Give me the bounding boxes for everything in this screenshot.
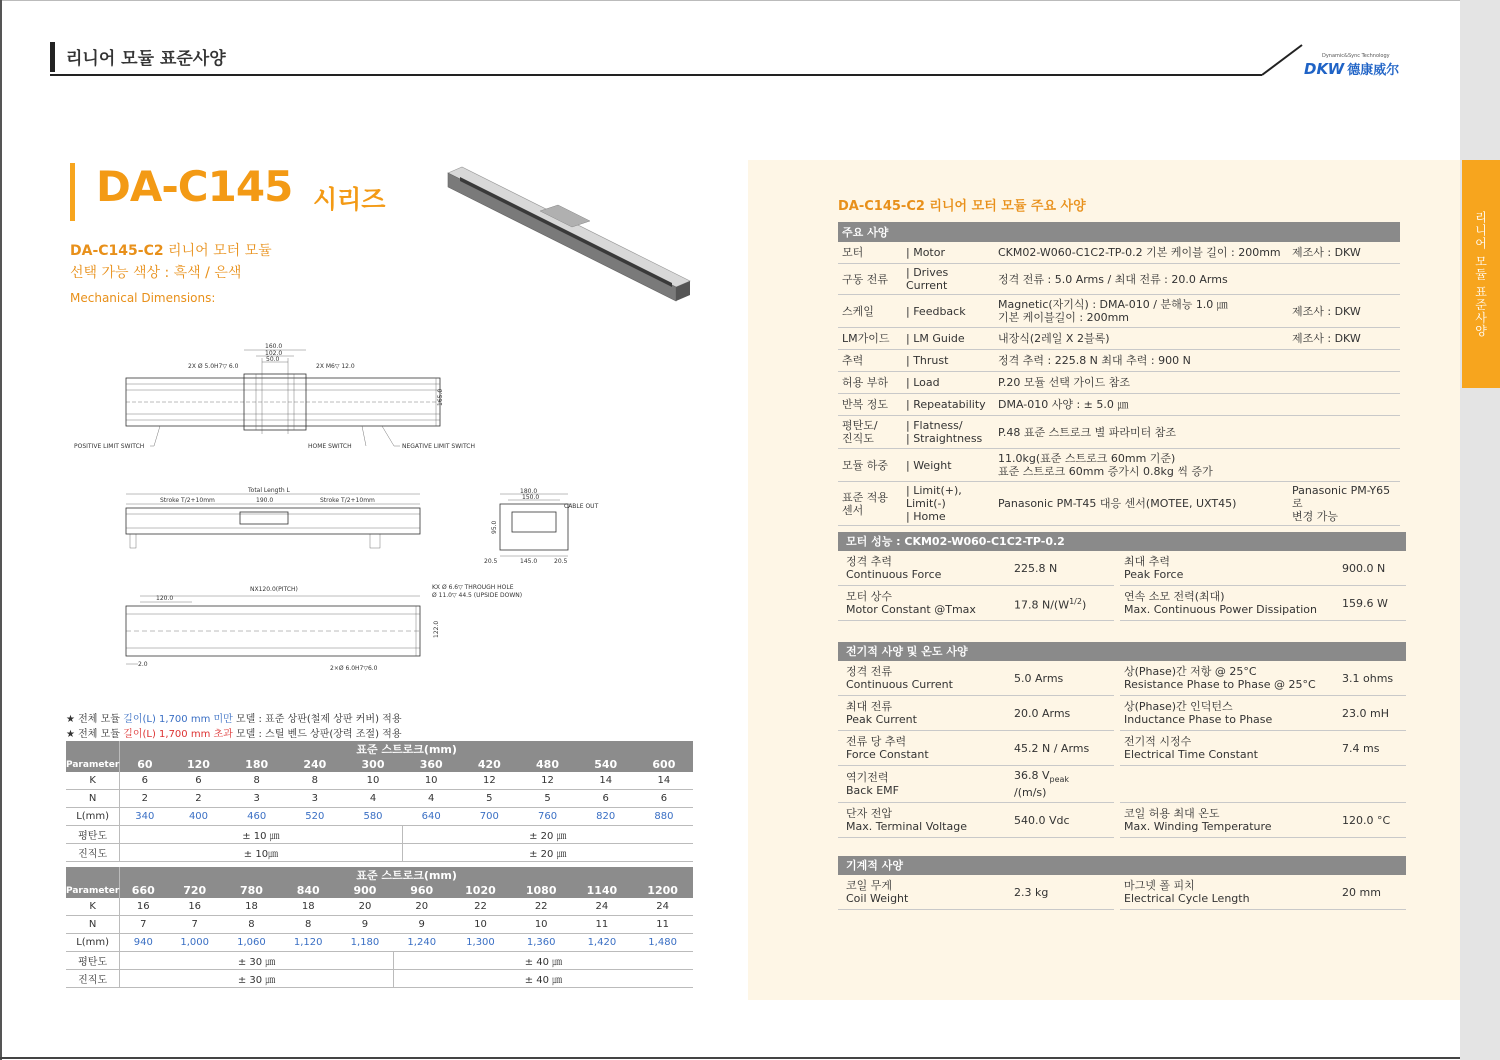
table-cell: ± 30 ㎛ [120,970,394,988]
dim-total-length: Total Length L [248,487,290,494]
table-cell: 1,120 [280,934,337,952]
subtitle-model: DA-C145-C2 [70,243,164,259]
stroke-cell: 540 [577,757,635,772]
table-cell: 460 [228,808,286,826]
spec-maker [1288,449,1400,482]
spec-value: CKM02-W060-C1C2-TP-0.2 기본 케이블 길이 : 200mm [994,242,1288,264]
page-left-border [0,0,2,1060]
spec-label-en: | Thrust [902,350,994,372]
spec-value: P.48 표준 스트로크 별 파라미터 참조 [994,416,1288,449]
table-cell: ± 30 ㎛ [120,952,394,970]
table-cell: 10 [402,772,460,790]
table-cell: 14 [635,772,693,790]
table-cell: 5 [518,790,576,808]
dim-150: 150.0 [522,494,540,501]
elec-label: 역기전력 Back EMF [838,766,1010,803]
dim-upside-down: Ø 11.0▽ 44.5 (UPSIDE DOWN) [432,592,523,599]
spec-maker [1288,264,1400,295]
table-cell: 1,000 [166,934,223,952]
spec-value: Panasonic PM-T45 대응 센서(MOTEE, UXT45) [994,482,1288,526]
spec-label-ko: 표준 적용 센서 [838,482,902,526]
mech-table [838,875,1406,910]
spec-row [838,372,1400,394]
dim-180: 180.0 [520,488,538,495]
table-cell: 640 [402,808,460,826]
param-header: Parameter [66,883,120,898]
label-home-switch: HOME SWITCH [308,443,352,450]
stroke-cell: 1200 [632,883,693,898]
main-spec-table [838,222,1400,526]
spec-maker [1288,394,1400,416]
table-cell: 8 [286,772,344,790]
logo-tagline: Dynamic&Sync Technology [1322,53,1390,59]
stroke-cell: 360 [402,757,460,772]
elec-row [838,731,1406,766]
spec-label-en: | Limit(+), Limit(-) | Home [902,482,994,526]
spec-label-en: | Drives Current [902,264,994,295]
motor-label: 모터 상수 Motor Constant @Tmax [838,586,1010,621]
table-cell: 1,480 [632,934,693,952]
product-image [440,163,692,303]
brand-logo [1304,53,1399,78]
spec-maker [1288,372,1400,394]
spec-value: 정격 전류 : 5.0 Arms / 최대 전류 : 20.0 Arms [994,264,1288,295]
table-cell: 2 [169,790,227,808]
spec-maker [1288,350,1400,372]
spec-label-ko: 모듈 하중 [838,449,902,482]
note-2-a: 전체 모듈 [74,729,124,740]
spec-value: Magnetic(자기식) : DMA-010 / 분해능 1.0 ㎛ 기본 케이블길이 : 200mm [994,295,1288,328]
motor-header: 모터 성능 : CKM02-W060-C1C2-TP-0.2 [838,532,1406,551]
table-cell: 7 [166,916,223,934]
row-label-n: N [66,790,120,808]
logo-chinese: 德康威尔 [1347,63,1400,78]
stroke-table-1 [66,741,693,862]
table-cell: 10 [450,916,511,934]
color-options: 선택 가능 색상 : 흑색 / 은색 [70,265,242,281]
mech-value: 20 mm [1338,875,1406,910]
spec-label-en: | Flatness/ | Straightness [902,416,994,449]
page-top-border [0,0,1460,1]
row-label-straightness: 진직도 [66,970,120,988]
table-cell: 580 [344,808,402,826]
spec-maker [1288,416,1400,449]
elec-label: 상(Phase)간 저항 @ 25°C Resistance Phase to Phase @ 25°C [1120,661,1338,696]
drawing-end-view [478,484,608,574]
note-1-b: 길이(L) 1,700 mm 미만 [123,714,233,725]
dim-through-hole: KX Ø 6.6▽ THROUGH HOLE [432,584,514,591]
table-cell: 10 [511,916,572,934]
table-cell: 700 [460,808,518,826]
motor-value: 159.6 W [1338,586,1406,621]
table-cell: 820 [577,808,635,826]
table-cell: ± 10㎛ [120,844,402,862]
dim-50: 50.0 [266,356,280,363]
motor-label: 최대 추력 Peak Force [1120,551,1338,586]
elec-value: 36.8 $V_{peak}$ /(m/s) [1010,766,1114,803]
elec-value: 5.0 Arms [1010,661,1114,696]
spec-label-en: | Repeatability [902,394,994,416]
spec-label-ko: 평탄도/ 진직도 [838,416,902,449]
table-cell: 6 [120,772,170,790]
table-cell: ± 20 ㎛ [402,826,693,844]
stroke-cell: 120 [169,757,227,772]
spec-row [838,416,1400,449]
dim-stroke-left: Stroke T/2+10mm [160,497,215,504]
motor-label: 정격 추력 Continuous Force [838,551,1010,586]
spec-row [838,350,1400,372]
spec-label-ko: 허용 부하 [838,372,902,394]
motor-value: 17.8 $N/(W^{1/2})$ [1010,586,1114,621]
note-1-star: ★ [66,714,75,725]
label-cable-out: CABLE OUT [564,503,599,510]
drawing-bottom-view [120,580,550,674]
spec-label-en: | Weight [902,449,994,482]
table-cell: 340 [120,808,170,826]
row-label-k: K [66,772,120,790]
drawing-top-view [70,338,510,458]
note-2-star: ★ [66,729,75,740]
dim-95: 95.0 [491,520,498,534]
spec-label-en: | LM Guide [902,328,994,350]
row-label-k: K [66,898,120,916]
dim-stroke-right: Stroke T/2+10mm [320,497,375,504]
row-label-l: L(mm) [66,934,120,952]
header-slant-line [1262,44,1306,76]
row-label-flatness: 평탄도 [66,826,120,844]
table-cell: 24 [632,898,693,916]
elec-label: 단자 전압 Max. Terminal Voltage [838,803,1010,838]
stroke-cell: 660 [120,883,167,898]
label-positive-limit: POSITIVE LIMIT SWITCH [74,443,145,450]
spec-row [838,328,1400,350]
mech-label: 마그넷 폴 피치 Electrical Cycle Length [1120,875,1338,910]
dim-145: 145.0 [520,558,538,565]
motor-value-end: ) [1081,598,1087,612]
table-cell: 11 [632,916,693,934]
header-underline [50,74,1262,76]
dim-20-5-right: 20.5 [554,558,568,565]
elec-value: 540.0 Vdc [1010,803,1114,838]
stroke-cell: 1020 [450,883,511,898]
table-cell: 6 [635,790,693,808]
table-cell: 2 [120,790,170,808]
series-subtitle [70,240,272,260]
spec-row [838,242,1400,264]
spec-label-ko: 모터 [838,242,902,264]
spec-row [838,264,1400,295]
elec-value: 3.1 ohms [1338,661,1406,696]
elec-value-sub: peak [1049,775,1070,785]
series-accent-bar [70,163,75,221]
table-cell: 9 [393,916,450,934]
stroke-cell: 1140 [572,883,633,898]
dim-20-5-left: 20.5 [484,558,498,565]
row-label-n: N [66,916,120,934]
stroke-cell: 180 [228,757,286,772]
elec-value: 23.0 mH [1338,696,1406,731]
table-cell: 4 [402,790,460,808]
stroke-cell: 60 [120,757,170,772]
elec-label [1120,766,1338,803]
spec-row [838,295,1400,328]
motor-table [838,551,1406,621]
header-accent-bar [50,42,55,72]
spec-title: DA-C145-C2 리니어 모터 모듈 주요 사양 [838,199,1086,214]
elec-value [1338,766,1406,803]
stroke-cell: 600 [635,757,693,772]
table-cell: 18 [223,898,280,916]
spec-label-ko: 구동 전류 [838,264,902,295]
table-cell: 7 [120,916,167,934]
dim-190: 190.0 [256,497,274,504]
stroke-cell: 720 [166,883,223,898]
mechanical-dimensions-label: Mechanical Dimensions: [70,291,216,305]
table-cell: 8 [280,916,337,934]
page-bottom-border [0,1057,1500,1059]
note-1-a: 전체 모듈 [74,714,124,725]
dim-hole1: 2X Ø 5.0H7▽ 6.0 [188,363,239,370]
table-cell: 20 [337,898,394,916]
table-cell: 1,060 [223,934,280,952]
spec-label-en: | Motor [902,242,994,264]
page-title: 리니어 모듈 표준사양 [66,49,226,69]
table-cell: 24 [572,898,633,916]
stroke-cell: 300 [344,757,402,772]
spec-maker: 제조사 : DKW [1288,328,1400,350]
row-label-flatness: 평탄도 [66,952,120,970]
spec-label-en: | Load [902,372,994,394]
motor-value: 900.0 N [1338,551,1406,586]
spec-row [838,482,1400,526]
motor-section [838,532,1406,621]
table-cell: ± 40 ㎛ [393,970,693,988]
series-suffix: 시리즈 [313,185,386,214]
table-cell: 16 [166,898,223,916]
table-cell: 760 [518,808,576,826]
table-cell: ± 10 ㎛ [120,826,402,844]
elec-label: 전류 당 추력 Force Constant [838,731,1010,766]
elec-header: 전기적 사양 및 온도 사양 [838,642,1406,661]
table-cell: 1,180 [337,934,394,952]
spec-label-ko: 추력 [838,350,902,372]
table-cell: ± 20 ㎛ [402,844,693,862]
dim-102: 102.0 [265,350,283,357]
stroke-group-header: 표준 스트로크(mm) [120,867,693,883]
side-tab-label: 리니어 모듈 표준사양 [1473,210,1488,338]
note-2 [66,725,402,740]
stroke-cell: 960 [393,883,450,898]
table-cell: 400 [169,808,227,826]
elec-value: 20.0 Arms [1010,696,1114,731]
spec-value: P.20 모듈 선택 가이드 참조 [994,372,1288,394]
mech-label: 코일 무게 Coil Weight [838,875,1010,910]
table-cell: 12 [518,772,576,790]
mech-header: 기계적 사양 [838,856,1406,875]
motor-value: 225.8 N [1010,551,1114,586]
spec-label-ko: 스케일 [838,295,902,328]
dim-122: 122.0 [433,620,440,638]
motor-row [838,586,1406,621]
table-cell: 8 [223,916,280,934]
drawing-side-view [120,484,430,554]
table-cell: 16 [120,898,167,916]
label-negative-limit: NEGATIVE LIMIT SWITCH [402,443,475,450]
elec-row [838,803,1406,838]
param-header: Parameter [66,757,120,772]
table-cell: 3 [286,790,344,808]
stroke-group-header: 표준 스트로크(mm) [120,741,693,757]
stroke-cell: 1080 [511,883,572,898]
table-cell: 11 [572,916,633,934]
elec-row [838,766,1406,803]
spec-label-ko: 반복 정도 [838,394,902,416]
elec-table [838,661,1406,838]
table-cell: 22 [511,898,572,916]
table-cell: 8 [228,772,286,790]
spec-maker: 제조사 : DKW [1288,295,1400,328]
series-name: DA-C145 [96,162,293,211]
table-cell: 12 [460,772,518,790]
table-cell: 1,420 [572,934,633,952]
elec-value: 45.2 N / Arms [1010,731,1114,766]
elec-label: 전기적 시정수 Electrical Time Constant [1120,731,1338,766]
motor-label: 연속 소모 전력(최대) Max. Continuous Power Dissipation [1120,586,1338,621]
table-cell: 940 [120,934,167,952]
row-label-straightness: 진직도 [66,844,120,862]
table-corner [66,741,120,757]
stroke-cell: 900 [337,883,394,898]
table-cell: 10 [344,772,402,790]
table-cell: 1,300 [450,934,511,952]
stroke-cell: 840 [280,883,337,898]
elec-row [838,696,1406,731]
spec-value: 11.0kg(표준 스트로크 60mm 기준) 표준 스트로크 60mm 증가시 0.8kg 씩 증가 [994,449,1288,482]
note-1-c: 모델 : 표준 상판(철제 상판 커버) 적용 [232,714,402,725]
spec-value: 정격 추력 : 225.8 N 최대 추력 : 900 N [994,350,1288,372]
stroke-cell: 780 [223,883,280,898]
elec-label: 코일 허용 최대 온도 Max. Winding Temperature [1120,803,1338,838]
table-cell: 3 [228,790,286,808]
table-cell: 1,240 [393,934,450,952]
table-cell: 18 [280,898,337,916]
elec-label: 상(Phase)간 인덕턴스 Inductance Phase to Phase [1120,696,1338,731]
elec-section [838,642,1406,838]
table-cell: 5 [460,790,518,808]
elec-value: 120.0 °C [1338,803,1406,838]
stroke-cell: 480 [518,757,576,772]
spec-label-ko: LM가이드 [838,328,902,350]
dim-120: 120.0 [156,595,174,602]
spec-label-en: | Feedback [902,295,994,328]
dim-hole2: 2X M6▽ 12.0 [316,363,355,370]
dim-165: 165.0 [437,388,444,406]
spec-maker: 제조사 : DKW [1288,242,1400,264]
table-corner [66,867,120,883]
spec-row [838,449,1400,482]
table-cell: 14 [577,772,635,790]
table-cell: 880 [635,808,693,826]
note-2-b: 길이(L) 1,700 mm 초과 [123,729,233,740]
logo-brand: DKW [1304,59,1345,78]
elec-value: 7.4 ms [1338,731,1406,766]
row-label-l: L(mm) [66,808,120,826]
table-cell: 9 [337,916,394,934]
stroke-cell: 420 [460,757,518,772]
dim-160: 160.0 [265,343,283,350]
table-cell: 20 [393,898,450,916]
spec-maker: Panasonic PM-Y65로 변경 가능 [1288,482,1400,526]
mech-row [838,875,1406,910]
side-panel [1460,0,1500,1060]
note-1 [66,710,402,725]
motor-value-sup: 1/2 [1069,596,1082,606]
elec-value-end: /(m/s) [1014,786,1047,800]
dim-2: 2.0 [138,661,148,668]
elec-row [838,661,1406,696]
table-cell: 6 [577,790,635,808]
table-cell: 6 [169,772,227,790]
table-cell: 520 [286,808,344,826]
spec-value: DMA-010 사양 : ± 5.0 ㎛ [994,394,1288,416]
dim-bottom-hole: 2×Ø 6.0H7▽6.0 [330,665,378,672]
mech-value: 2.3 kg [1010,875,1114,910]
stroke-cell: 240 [286,757,344,772]
motor-row [838,551,1406,586]
table-cell: 22 [450,898,511,916]
mech-section [838,856,1406,910]
stroke-table-2 [66,867,693,988]
subtitle-rest: 리니어 모터 모듈 [163,243,272,259]
spec-value: 내장식(2레일 X 2블록) [994,328,1288,350]
elec-label: 정격 전류 Continuous Current [838,661,1010,696]
main-spec-header: 주요 사양 [838,222,1400,242]
elec-label: 최대 전류 Peak Current [838,696,1010,731]
dim-pitch: NX120.0(PITCH) [250,586,298,593]
table-cell: 4 [344,790,402,808]
spec-row [838,394,1400,416]
table-cell: ± 40 ㎛ [393,952,693,970]
note-2-c: 모델 : 스틸 벤드 상판(장력 조절) 적용 [232,729,402,740]
table-cell: 1,360 [511,934,572,952]
